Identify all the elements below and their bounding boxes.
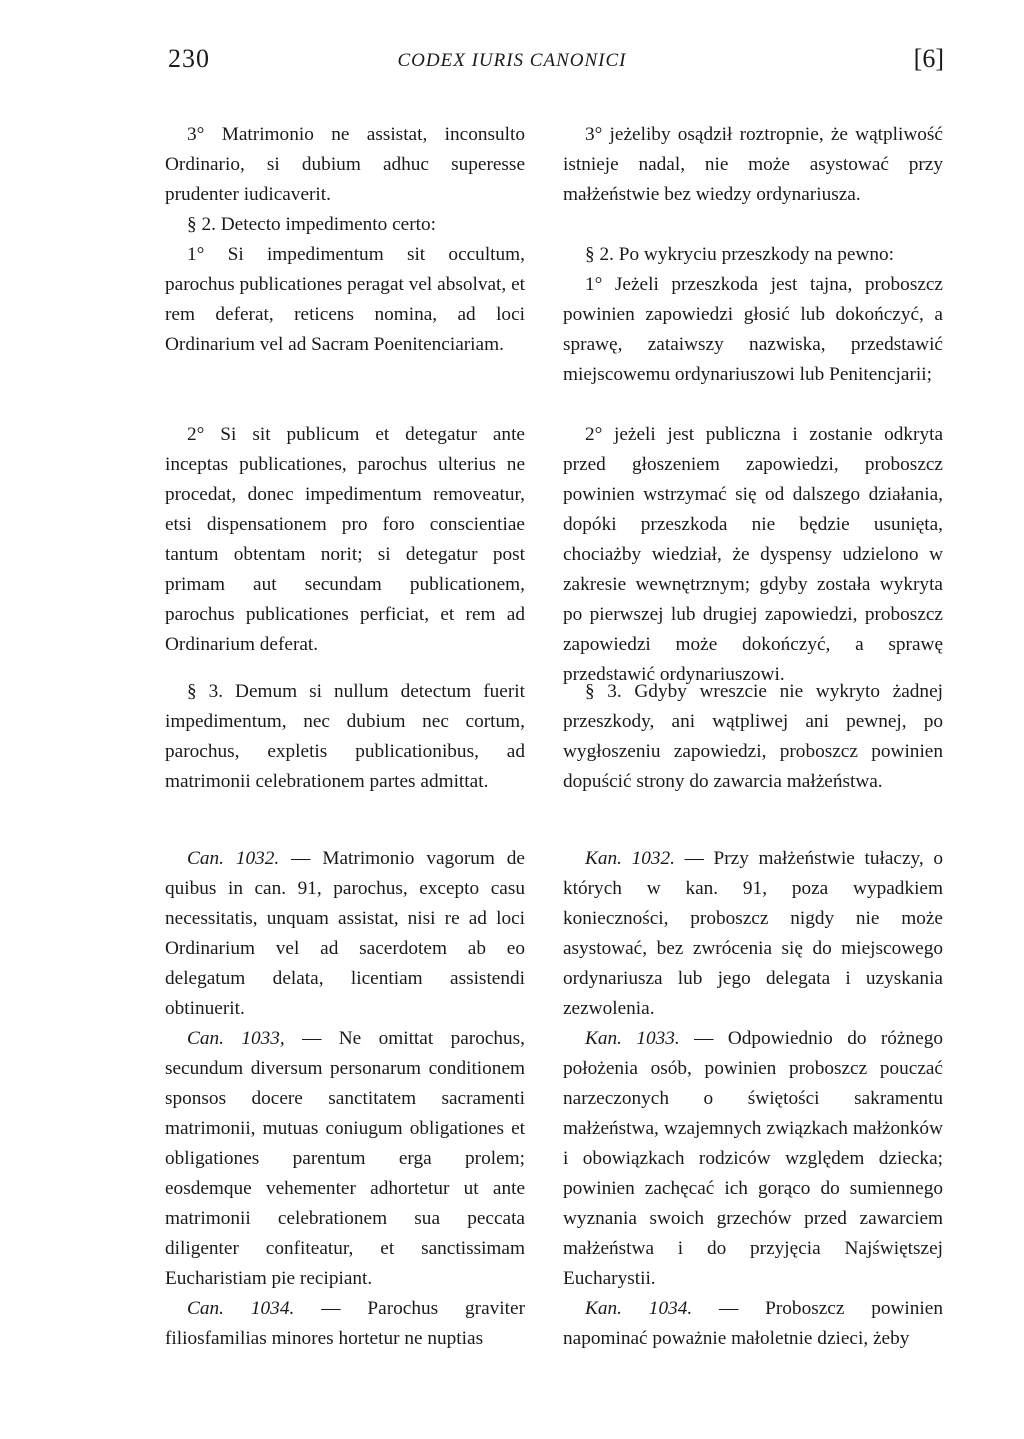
page-header [0, 44, 1024, 84]
polish-paragraph: 3° jeżeliby osądził roztropnie, że wątpliwość istnieje nadal, nie może asystować przy małżeństwie bez wiedzy ordynariusza. [563, 124, 943, 205]
section-marker: [6] [913, 44, 944, 73]
polish-paragraph: 2° jeżeli jest publiczna i zostanie odkryta przed głoszeniem zapowiedzi, proboszcz powinien wstrzymać się od dalszego działania, dopóki przeszkoda nie będzie usunięta, chociażby wiedział, że dyspensy udzielono w zakresie wewnętrznym; gdyby została wykryta po pierwszej lub drugiej zapowiedzi, proboszcz zapowiedzi może dokończyć, a sprawę przedstawić ordynariuszowi. [563, 424, 943, 685]
polish-paragraph: 1° Jeżeli przeszkoda jest tajna, proboszcz powinien zapowiedzi głosić lub dokończyć, a sprawę, zataiwszy nazwiska, przedstawić miejscowemu ordynariuszowi lub Penitencjarii; [563, 274, 943, 385]
latin-paragraph: Can. 1032. — Matrimonio vagorum de quibus in can. 91, parochus, excepto casu necessitatis, unquam assistat, nisi re ad loci Ordinarium vel ad sacerdotem ab eo delegatum delata, licentiam assistendi obtinuerit. [165, 848, 525, 1019]
polish-paragraph: § 2. Po wykryciu przeszkody na pewno: [585, 244, 894, 265]
latin-paragraph: Can. 1033, — Ne omittat parochus, secundum diversum personarum conditionem sponsos docere sanctitatem sacramenti matrimonii, mutuas coniugum obligationes et obligationes parentum erga prolem; eosdemque vehementer adhortetur ut ante matrimonii celebrationem sua peccata diligenter confiteatur, et sanctissimam Eucharistiam pie recipiant. [165, 1028, 525, 1289]
running-title: CODEX IURIS CANONICI [397, 50, 627, 71]
latin-paragraph: 2° Si sit publicum et detegatur ante inceptas publicationes, parochus ulterius ne procedat, donec impedimentum removeatur, etsi dispensationem pro foro conscientiae tantum obtentam norit; si detegatur post primam aut secundam publicationem, parochus publicationes perficiat, et rem ad Ordinarium deferat. [165, 424, 525, 655]
page-number: 230 [168, 44, 210, 73]
latin-paragraph: 3° Matrimonio ne assistat, inconsulto Ordinario, si dubium adhuc superesse prudenter iudicaverit. [165, 124, 525, 205]
polish-paragraph: Kan. 1032. — Przy małżeństwie tułaczy, o których w kan. 91, poza wypadkiem konieczności, proboszcz nigdy nie może asystować, bez zwrócenia się do miejscowego ordynariusza lub jego delegata i uzyskania zezwolenia. [563, 848, 943, 1019]
latin-paragraph: Can. 1034. — Parochus graviter filiosfamilias minores hortetur ne nuptias [165, 1298, 525, 1349]
latin-paragraph: § 3. Demum si nullum detectum fuerit impedimentum, nec dubium nec cortum, parochus, expletis publicationibus, ad matrimonii celebrationem partes admittat. [165, 681, 525, 792]
latin-paragraph: 1° Si impedimentum sit occultum, parochus publicationes peragat vel absolvat, et rem deferat, reticens nomina, ad loci Ordinarium vel ad Sacram Poenitenciariam. [165, 244, 525, 355]
latin-paragraph: § 2. Detecto impedimento certo: [187, 214, 436, 235]
polish-paragraph: Kan. 1034. — Proboszcz powinien napominać poważnie małoletnie dzieci, żeby [563, 1298, 943, 1349]
polish-paragraph: Kan. 1033. — Odpowiednio do różnego położenia osób, powinien proboszcz pouczać narzeczonych o świętości sakramentu małżeństwa, wzajemnych związkach małżonków i obowiązkach rodziców względem dziecka; powinien zachęcać ich gorąco do sumiennego wyznania swoich grzechów przed zawarciem małżeństwa i do przyjęcia Najświętszej Eucharystii. [563, 1028, 943, 1289]
polish-paragraph: § 3. Gdyby wreszcie nie wykryto żadnej przeszkody, ani wątpliwej ani pewnej, po wygłoszeniu zapowiedzi, proboszcz powinien dopuścić strony do zawarcia małżeństwa. [563, 681, 943, 792]
